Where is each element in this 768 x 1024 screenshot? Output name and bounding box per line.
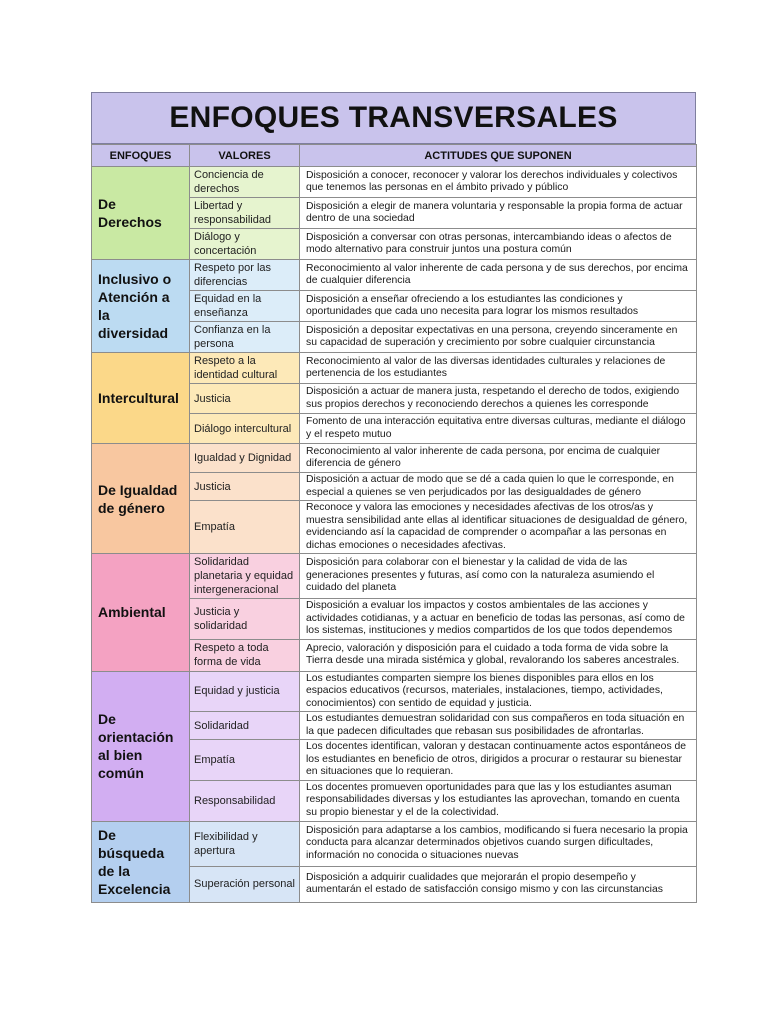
actitud-cell: Disposición a adquirir cualidades que mejorarán el propio desempeño y aumentarán el estado de satisfacción consigo mismo y con las circunstancias	[300, 866, 697, 902]
actitud-cell: Aprecio, valoración y disposición para el cuidado a toda forma de vida sobre la Tierra desde una mirada sistémica y global, revalorando los saberes ancestrales.	[300, 639, 697, 671]
title-bar	[91, 92, 696, 144]
table-row	[92, 554, 697, 599]
table-body	[92, 167, 697, 903]
actitud-cell: Disposición a conversar con otras personas, intercambiando ideas o afectos de modo alternativo para construir juntos una postura común	[300, 229, 697, 260]
enfoques-table	[91, 144, 697, 903]
actitud-cell: Disposición a actuar de manera justa, respetando el derecho de todos, exigiendo sus propios derechos y reconociendo derechos a quienes les corresponde	[300, 384, 697, 414]
valor-cell: Equidad en la enseñanza	[190, 291, 300, 322]
enfoque-cell: De Igualdad de género	[92, 444, 190, 554]
valor-cell: Empatía	[190, 501, 300, 554]
header-row	[92, 145, 697, 167]
table-row	[92, 671, 697, 712]
actitud-cell: Los estudiantes comparten siempre los bienes disponibles para ellos en los espacios educativos (recursos, materiales, instalaciones, tiempo, actividades, conocimientos) con sentido de equidad y justicia.	[300, 671, 697, 712]
actitud-cell: Disposición para colaborar con el bienestar y la calidad de vida de las generaciones presentes y futuras, así como con la naturaleza asumiendo el cuidado del planeta	[300, 554, 697, 599]
valor-cell: Confianza en la persona	[190, 322, 300, 353]
enfoque-cell: De Derechos	[92, 167, 190, 260]
page-title: ENFOQUES TRANSVERSALES	[169, 101, 618, 134]
valor-cell: Responsabilidad	[190, 780, 300, 821]
valor-cell: Igualdad y Dignidad	[190, 444, 300, 473]
header-enfoques: ENFOQUES	[92, 145, 190, 167]
enfoque-cell: De búsqueda de la Excelencia	[92, 821, 190, 902]
valor-cell: Superación personal	[190, 866, 300, 902]
actitud-cell: Reconoce y valora las emociones y necesidades afectivas de los otros/as y muestra sensibilidad ante ellas al identificar situaciones de desigualdad de género, evidenciando así la capacidad de comprender o acompañar a las personas en dichas emociones o necesidades afectivas.	[300, 501, 697, 554]
table-row	[92, 444, 697, 473]
enfoque-cell: Inclusivo o Atención a la diversidad	[92, 260, 190, 353]
actitud-cell: Reconocimiento al valor inherente de cada persona, por encima de cualquier diferencia de género	[300, 444, 697, 473]
valor-cell: Respeto a toda forma de vida	[190, 639, 300, 671]
actitud-cell: Disposición a actuar de modo que se dé a cada quien lo que le corresponde, en especial a quienes se ven perjudicados por las desigualdades de género	[300, 473, 697, 501]
actitud-cell: Disposición a depositar expectativas en una persona, creyendo sinceramente en su capacidad de superación y crecimiento por sobre cualquier circunstancia	[300, 322, 697, 353]
valor-cell: Flexibilidad y apertura	[190, 821, 300, 866]
enfoque-cell: De orientación al bien común	[92, 671, 190, 821]
header-actitudes: ACTITUDES QUE SUPONEN	[300, 145, 697, 167]
valor-cell: Solidaridad planetaria y equidad intergeneracional	[190, 554, 300, 599]
valor-cell: Libertad y responsabilidad	[190, 198, 300, 229]
valor-cell: Respeto a la identidad cultural	[190, 353, 300, 384]
valor-cell: Equidad y justicia	[190, 671, 300, 712]
header-valores: VALORES	[190, 145, 300, 167]
actitud-cell: Disposición para adaptarse a los cambios, modificando si fuera necesario la propia conducta para alcanzar determinados objetivos cuando surgen dificultades, información no conocida o situaciones nuevas	[300, 821, 697, 866]
table-row	[92, 821, 697, 866]
valor-cell: Diálogo intercultural	[190, 414, 300, 444]
table-row	[92, 353, 697, 384]
actitud-cell: Disposición a evaluar los impactos y costos ambientales de las acciones y actividades cotidianas, y a actuar en beneficio de todas las personas, así como de los sistemas, instituciones y medios compartidos de los que todos dependemos	[300, 599, 697, 640]
valor-cell: Justicia	[190, 473, 300, 501]
actitud-cell: Reconocimiento al valor de las diversas identidades culturales y relaciones de pertenencia de los estudiantes	[300, 353, 697, 384]
valor-cell: Conciencia de derechos	[190, 167, 300, 198]
actitud-cell: Fomento de una interacción equitativa entre diversas culturas, mediante el diálogo y el respeto mutuo	[300, 414, 697, 444]
valor-cell: Empatía	[190, 740, 300, 781]
valor-cell: Justicia	[190, 384, 300, 414]
actitud-cell: Disposición a elegir de manera voluntaria y responsable la propia forma de actuar dentro de una sociedad	[300, 198, 697, 229]
valor-cell: Justicia y solidaridad	[190, 599, 300, 640]
enfoque-cell: Intercultural	[92, 353, 190, 444]
actitud-cell: Los docentes identifican, valoran y destacan continuamente actos espontáneos de los estudiantes en beneficio de otros, dirigidos a procurar o restaurar su bienestar en situaciones que lo requieran.	[300, 740, 697, 781]
actitud-cell: Los docentes promueven oportunidades para que las y los estudiantes asuman responsabilidades diversas y los estudiantes las aprovechan, tomando en cuenta su propio bienestar y el de la colectividad.	[300, 780, 697, 821]
actitud-cell: Reconocimiento al valor inherente de cada persona y de sus derechos, por encima de cualquier diferencia	[300, 260, 697, 291]
valor-cell: Diálogo y concertación	[190, 229, 300, 260]
actitud-cell: Disposición a enseñar ofreciendo a los estudiantes las condiciones y oportunidades que cada uno necesita para lograr los mismos resultados	[300, 291, 697, 322]
table-row	[92, 167, 697, 198]
actitud-cell: Disposición a conocer, reconocer y valorar los derechos individuales y colectivos que tenemos las personas en el ámbito privado y público	[300, 167, 697, 198]
valor-cell: Solidaridad	[190, 712, 300, 740]
valor-cell: Respeto por las diferencias	[190, 260, 300, 291]
enfoques-sheet	[91, 92, 696, 903]
enfoque-cell: Ambiental	[92, 554, 190, 672]
table-row	[92, 260, 697, 291]
actitud-cell: Los estudiantes demuestran solidaridad con sus compañeros en toda situación en la que padecen dificultades que rebasan sus posibilidades de afrontarlas.	[300, 712, 697, 740]
